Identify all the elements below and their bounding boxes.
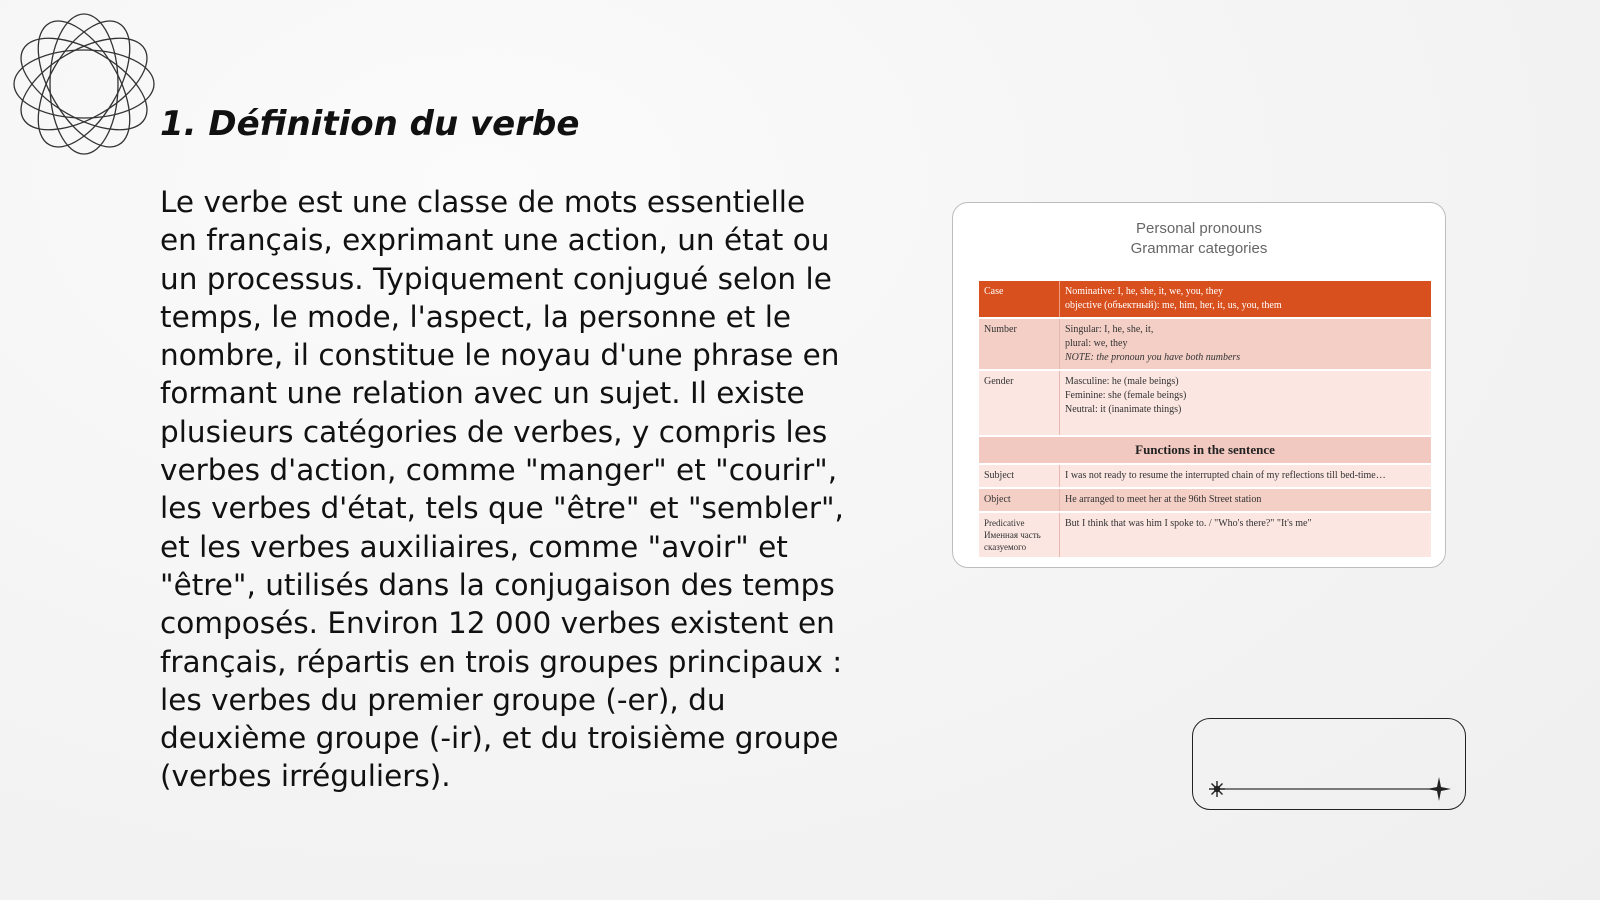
card-title-line2: Grammar categories — [1130, 240, 1268, 257]
row-line: Masculine: he (male beings) — [1065, 376, 1179, 387]
row-label: Number — [979, 318, 1060, 370]
row-label-line: Predicative — [984, 518, 1025, 528]
row-line: Singular: I, he, she, it, — [1065, 324, 1154, 335]
spirograph-logo-icon — [10, 10, 158, 158]
decorative-line-box — [1192, 718, 1466, 810]
slide-body-text: Le verbe est une classe de mots essentielle en français, exprimant une action, un état ou un processus. Typiquement conjugué selon le temps, le mode, l'aspect, la personne et le nombre, il constitue le noyau d'une phrase en formant une relation avec un sujet. Il existe plusieurs catégories de verbes, y compris les verbes d'action, comme "manger" et "courir", les verbes d'état, tels que "être" et "sembler", et les verbes auxiliaires, comme "avoir" et "être", utilisés dans la conjugaison des temps composés. Environ 12 000 verbes existent en français, répartis en trois groupes principaux : les verbes du premier groupe (-er), du deuxième groupe (-ir), et du troisième groupe (verbes irréguliers). — [160, 185, 844, 794]
table-row-gender — [979, 370, 1431, 436]
sparkle-icon — [1209, 781, 1225, 797]
row-label: Object — [979, 488, 1060, 512]
row-line: plural: we, they — [1065, 338, 1128, 349]
row-content — [1060, 370, 1432, 436]
row-content: But I think that was him I spoke to. / "Who's there?" "It's me" — [1060, 512, 1432, 558]
row-content: I was not ready to resume the interrupted chain of my reflections till bed-time… — [1060, 464, 1432, 488]
row-content: He arranged to meet her at the 96th Street station — [1060, 488, 1432, 512]
pronouns-table-image — [952, 202, 1446, 568]
table-row-object — [979, 488, 1431, 512]
row-label-line: сказуемого — [984, 542, 1027, 552]
star-four-point-icon — [1427, 777, 1451, 801]
table-row-subject — [979, 464, 1431, 488]
row-line: objective (объектный): me, him, her, it, us, you, them — [1065, 300, 1282, 311]
row-label: Case — [979, 281, 1060, 318]
table-row-functions-header — [979, 436, 1431, 464]
functions-header: Functions in the sentence — [979, 436, 1431, 464]
card-title-line1: Personal pronouns — [1136, 220, 1262, 237]
row-label: Gender — [979, 370, 1060, 436]
slide-title: 1. Définition du verbe — [160, 104, 580, 144]
table-row-predicative — [979, 512, 1431, 558]
row-note: NOTE: the pronoun you have both numbers — [1065, 352, 1241, 363]
row-line: Feminine: she (female beings) — [1065, 390, 1187, 401]
row-label — [979, 512, 1060, 558]
row-content — [1060, 281, 1432, 318]
decorative-line — [1193, 719, 1467, 811]
grammar-table — [979, 281, 1431, 559]
table-row-number — [979, 318, 1431, 370]
row-content — [1060, 318, 1432, 370]
row-line: Neutral: it (inanimate things) — [1065, 404, 1182, 415]
card-title — [953, 219, 1445, 259]
row-line: Nominative: I, he, she, it, we, you, they — [1065, 286, 1224, 297]
row-label-line: Именная часть — [984, 530, 1041, 540]
row-label: Subject — [979, 464, 1060, 488]
table-row-case — [979, 281, 1431, 318]
